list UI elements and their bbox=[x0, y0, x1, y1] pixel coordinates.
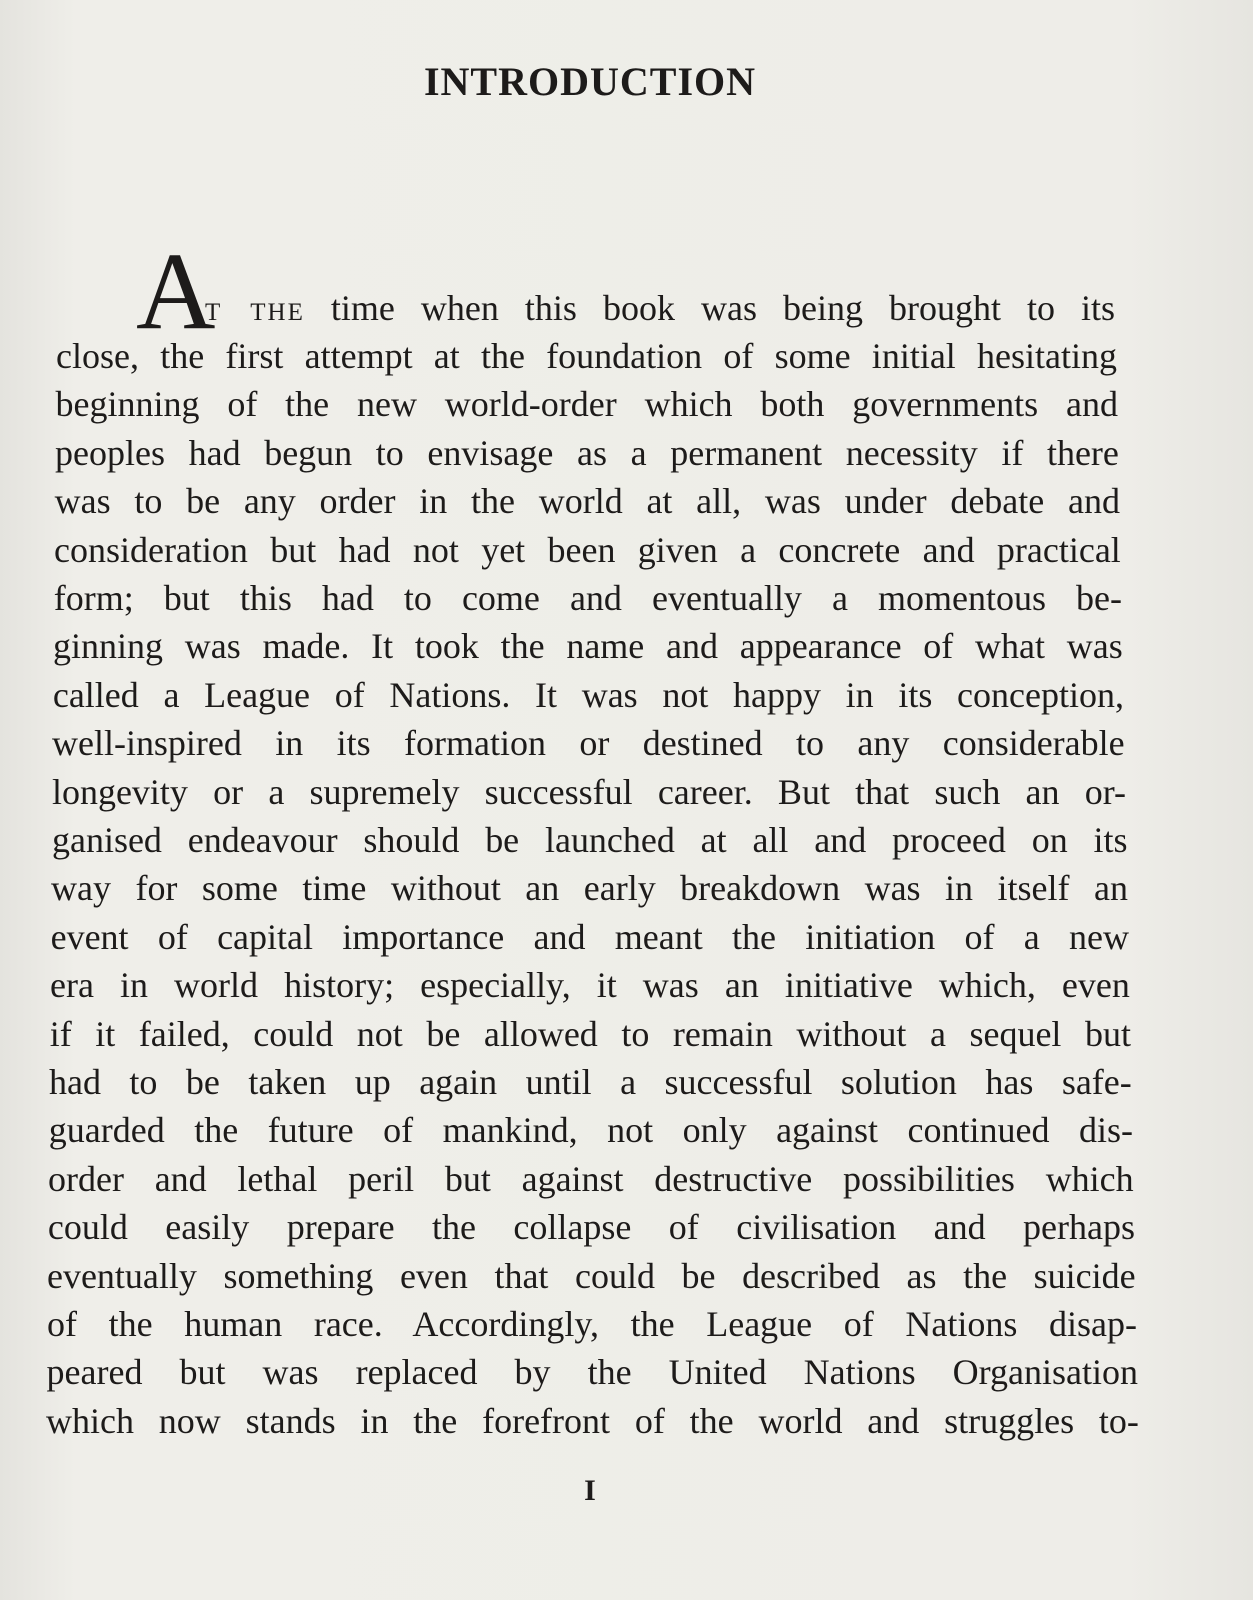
page-number: I bbox=[584, 1474, 596, 1507]
paragraph-line: beginning of the new world-order which both governments and bbox=[55, 384, 1118, 425]
paragraph-line: peared but was replaced by the United Nations Organisation bbox=[46, 1352, 1138, 1393]
paragraph-line: order and lethal peril but against destructive possibilities which bbox=[48, 1158, 1134, 1199]
paragraph-line: ginning was made. It took the name and appearance of what was bbox=[53, 626, 1123, 667]
paragraph-line: way for some time without an early breakdown was in itself an bbox=[51, 868, 1128, 909]
paragraph-line: could easily prepare the collapse of civilisation and perhaps bbox=[47, 1207, 1135, 1248]
paragraph-line: peoples had begun to envisage as a permanent necessity if there bbox=[55, 432, 1119, 473]
paragraph-line: guarded the future of mankind, not only against continued dis- bbox=[48, 1110, 1133, 1151]
paragraph-line: which now stands in the forefront of the world and struggles to- bbox=[46, 1400, 1139, 1441]
paragraph-line: longevity or a supremely successful career. But that such an or- bbox=[51, 771, 1126, 812]
paragraph-line: well-inspired in its formation or destined to any considerable bbox=[52, 723, 1125, 764]
paragraph-line: close, the first attempt at the foundation of some initial hesitating bbox=[56, 336, 1117, 376]
paragraph-line: consideration but had not yet been given a concrete and practical bbox=[54, 529, 1121, 570]
small-caps-opening: t the bbox=[205, 288, 305, 328]
paragraph-line: if it failed, could not be allowed to remain without a sequel but bbox=[49, 1013, 1131, 1054]
paragraph-line: era in world history; especially, it was an initiative which, even bbox=[50, 965, 1130, 1006]
drop-cap: A bbox=[136, 230, 216, 352]
paragraph-line: had to be taken up again until a successful solution has safe- bbox=[49, 1062, 1132, 1102]
paragraph-line: was to be any order in the world at all, was under debate and bbox=[54, 481, 1120, 522]
first-line-text: time when this book was being brought to its bbox=[330, 288, 1116, 328]
paragraph-line: of the human race. Accordingly, the League of Nations disap- bbox=[47, 1304, 1137, 1344]
paragraph-line: eventually something even that could be described as the suicide bbox=[47, 1255, 1136, 1296]
paragraph-line: ganised endeavour should be launched at all and proceed on its bbox=[51, 820, 1127, 860]
paragraph-line: form; but this had to come and eventually a momentous be- bbox=[53, 578, 1122, 618]
chapter-heading: INTRODUCTION bbox=[423, 59, 757, 104]
paragraph-line: event of capital importance and meant the initiation of a new bbox=[50, 916, 1129, 957]
paragraph-line: called a League of Nations. It was not happy in its conception, bbox=[52, 674, 1124, 715]
